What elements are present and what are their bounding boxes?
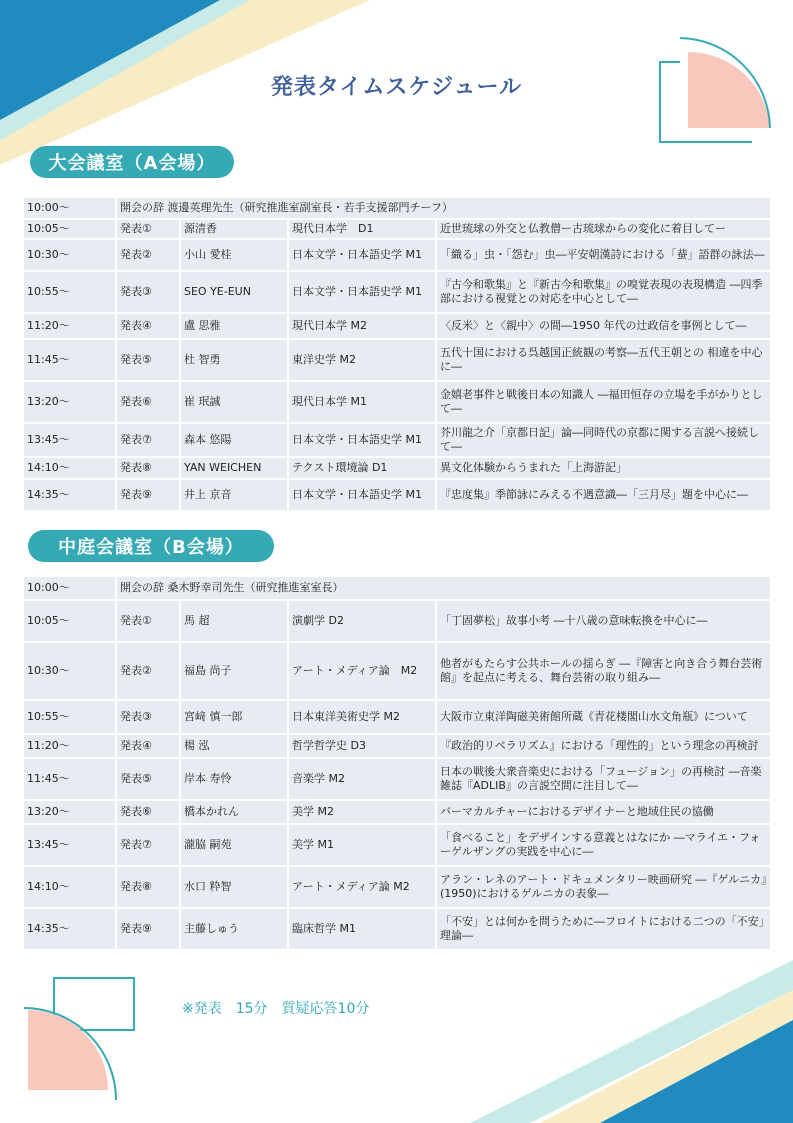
presentation-label: 発表② bbox=[117, 643, 181, 699]
schedule-table-a bbox=[24, 196, 770, 512]
presentation-title: 日本の戦後大衆音楽史における「フュージョン」の再検討 ―音楽雑誌『ADLIB』の言説空間に注目して― bbox=[437, 759, 770, 799]
presentation-label: 発表⑧ bbox=[117, 458, 181, 478]
presentation-label: 発表③ bbox=[117, 272, 181, 312]
presenter-name: 馬 超 bbox=[181, 601, 289, 641]
table-row bbox=[24, 272, 770, 312]
affiliation: 日本文学・日本語史学 M1 bbox=[289, 272, 437, 312]
table-row bbox=[24, 759, 770, 799]
presenter-name: 小山 愛桂 bbox=[181, 240, 289, 270]
presentation-title: 大阪市立東洋陶磁美術館所蔵《青花楼閣山水文角瓶》について bbox=[437, 701, 770, 733]
page-title: 発表タイムスケジュール bbox=[270, 75, 523, 100]
time-cell: 11:20～ bbox=[24, 735, 117, 757]
presentation-label: 発表⑦ bbox=[117, 825, 181, 865]
presentation-title: 「織る」虫・「怨む」虫―平安朝漢詩における「蛬」語群の詠法― bbox=[437, 240, 770, 270]
time-cell: 11:45～ bbox=[24, 759, 117, 799]
time-cell: 11:20～ bbox=[24, 314, 117, 338]
presentation-label: 発表⑤ bbox=[117, 340, 181, 380]
affiliation: 東洋史学 M2 bbox=[289, 340, 437, 380]
presentation-title: 五代十国における呉越国正統観の考察―五代王朝との 相違を中心に― bbox=[437, 340, 770, 380]
table-row bbox=[24, 220, 770, 238]
room-b-label: 中庭会議室（B会場） bbox=[28, 530, 274, 562]
presentation-label: 発表⑨ bbox=[117, 909, 181, 949]
opening-text: 開会の辞 渡邊英理先生（研究推進室副室長・若手支援部門チーフ） bbox=[117, 198, 770, 218]
presentation-label: 発表④ bbox=[117, 735, 181, 757]
table-row bbox=[24, 867, 770, 907]
presentation-title: アラン・レネのアート・ドキュメンタリー映画研究 ―『ゲルニカ』(1950)におけるゲルニカの表象― bbox=[437, 867, 770, 907]
bottom-left-peach-quarter bbox=[28, 1010, 108, 1090]
presentation-label: 発表⑨ bbox=[117, 480, 181, 510]
affiliation: アート・メディア論 M2 bbox=[289, 643, 437, 699]
presentation-label: 発表① bbox=[117, 601, 181, 641]
presenter-name: 盧 思雅 bbox=[181, 314, 289, 338]
presentation-title: 『政治的リベラリズム』における「理性的」という理念の再検討 bbox=[437, 735, 770, 757]
time-cell: 11:45～ bbox=[24, 340, 117, 380]
opening-row bbox=[24, 577, 770, 599]
presenter-name: 森本 悠陽 bbox=[181, 424, 289, 456]
affiliation: 音楽学 M2 bbox=[289, 759, 437, 799]
time-cell: 14:10～ bbox=[24, 458, 117, 478]
presenter-name: 主藤しゅう bbox=[181, 909, 289, 949]
time-cell: 13:20～ bbox=[24, 801, 117, 823]
time-cell: 13:20～ bbox=[24, 382, 117, 422]
presentation-title: 「不安」とは何かを問うために―フロイトにおける二つの「不安」理論― bbox=[437, 909, 770, 949]
presentation-label: 発表③ bbox=[117, 701, 181, 733]
opening-text: 開会の辞 桑木野幸司先生（研究推進室室長） bbox=[117, 577, 770, 599]
table-row bbox=[24, 909, 770, 949]
presenter-name: 井上 京音 bbox=[181, 480, 289, 510]
presentation-label: 発表⑤ bbox=[117, 759, 181, 799]
time-cell: 13:45～ bbox=[24, 825, 117, 865]
presentation-label: 発表① bbox=[117, 220, 181, 238]
room-a-label: 大会議室（A会場） bbox=[30, 146, 234, 178]
affiliation: 日本文学・日本語史学 M1 bbox=[289, 480, 437, 510]
presenter-name: 杜 智勇 bbox=[181, 340, 289, 380]
affiliation: 現代日本学 D1 bbox=[289, 220, 437, 238]
presentation-title: 他者がもたらす公共ホールの揺らぎ ―『障害と向き合う舞台芸術館』を起点に考える、舞台芸術の取り組み― bbox=[437, 643, 770, 699]
affiliation: 哲学哲学史 D3 bbox=[289, 735, 437, 757]
presentation-label: 発表⑧ bbox=[117, 867, 181, 907]
time-cell: 10:00～ bbox=[24, 577, 117, 599]
presentation-label: 発表⑥ bbox=[117, 801, 181, 823]
presentation-title: 「丁固夢松」故事小考 ―十八歳の意味転換を中心に― bbox=[437, 601, 770, 641]
presentation-label: 発表⑥ bbox=[117, 382, 181, 422]
affiliation: 現代日本学 M1 bbox=[289, 382, 437, 422]
table-row bbox=[24, 240, 770, 270]
affiliation: 日本東洋美術史学 M2 bbox=[289, 701, 437, 733]
opening-row bbox=[24, 198, 770, 218]
affiliation: アート・メディア論 M2 bbox=[289, 867, 437, 907]
presenter-name: 福島 尚子 bbox=[181, 643, 289, 699]
time-cell: 10:05～ bbox=[24, 601, 117, 641]
table-row bbox=[24, 458, 770, 478]
presentation-title: 芥川龍之介「京都日記」論―同時代の京都に関する言説へ接続して― bbox=[437, 424, 770, 456]
affiliation: テクスト環境論 D1 bbox=[289, 458, 437, 478]
table-row bbox=[24, 643, 770, 699]
affiliation: 日本文学・日本語史学 M1 bbox=[289, 240, 437, 270]
affiliation: 演劇学 D2 bbox=[289, 601, 437, 641]
presentation-label: 発表④ bbox=[117, 314, 181, 338]
presentation-title: 金嬉老事件と戦後日本の知識人 ―福田恒存の立場を手がかりとして― bbox=[437, 382, 770, 422]
presenter-name: 楊 泓 bbox=[181, 735, 289, 757]
footer-note: ※発表 15分 質疑応答10分 bbox=[182, 1001, 370, 1017]
time-cell: 10:05～ bbox=[24, 220, 117, 238]
affiliation: 美学 M1 bbox=[289, 825, 437, 865]
time-cell: 10:30～ bbox=[24, 240, 117, 270]
presenter-name: 岸本 寿怜 bbox=[181, 759, 289, 799]
table-row bbox=[24, 424, 770, 456]
presenter-name: 瀧脇 嗣苑 bbox=[181, 825, 289, 865]
presenter-name: SEO YE-EUN bbox=[181, 272, 289, 312]
presenter-name: 宮﨑 慎一郎 bbox=[181, 701, 289, 733]
time-cell: 10:55～ bbox=[24, 272, 117, 312]
time-cell: 13:45～ bbox=[24, 424, 117, 456]
time-cell: 10:00～ bbox=[24, 198, 117, 218]
presentation-label: 発表⑦ bbox=[117, 424, 181, 456]
table-row bbox=[24, 735, 770, 757]
schedule-table-b bbox=[24, 575, 770, 951]
time-cell: 14:35～ bbox=[24, 480, 117, 510]
table-row bbox=[24, 480, 770, 510]
presentation-title: 『古今和歌集』と『新古今和歌集』の嗅覚表現の表現構造 ―四季部における視覚との対応を中心として― bbox=[437, 272, 770, 312]
presentation-label: 発表② bbox=[117, 240, 181, 270]
affiliation: 日本文学・日本語史学 M1 bbox=[289, 424, 437, 456]
presentation-title: バーマカルチャーにおけるデザイナーと地域住民の協働 bbox=[437, 801, 770, 823]
presentation-title: 異文化体験からうまれた「上海游記」 bbox=[437, 458, 770, 478]
presentation-title: 『忠度集』季節詠にみえる不遇意識―「三月尽」題を中心に― bbox=[437, 480, 770, 510]
table-row bbox=[24, 825, 770, 865]
affiliation: 現代日本学 M2 bbox=[289, 314, 437, 338]
affiliation: 臨床哲学 M1 bbox=[289, 909, 437, 949]
table-row bbox=[24, 701, 770, 733]
affiliation: 美学 M2 bbox=[289, 801, 437, 823]
time-cell: 10:55～ bbox=[24, 701, 117, 733]
table-row bbox=[24, 314, 770, 338]
table-row bbox=[24, 801, 770, 823]
presentation-title: 近世琉球の外交と仏教僧ー古琉球からの変化に着目してー bbox=[437, 220, 770, 238]
table-row bbox=[24, 601, 770, 641]
table-row bbox=[24, 340, 770, 380]
presenter-name: 水口 粋智 bbox=[181, 867, 289, 907]
presentation-title: 「食べること」をデザインする意義とはなにか ―マライエ・フォーゲルザングの実践を中心に― bbox=[437, 825, 770, 865]
presentation-title: 〈反米〉と〈親中〉の間―1950 年代の辻政信を事例として― bbox=[437, 314, 770, 338]
presenter-name: 源清香 bbox=[181, 220, 289, 238]
time-cell: 10:30～ bbox=[24, 643, 117, 699]
presenter-name: 崔 珉誠 bbox=[181, 382, 289, 422]
presenter-name: YAN WEICHEN bbox=[181, 458, 289, 478]
time-cell: 14:35～ bbox=[24, 909, 117, 949]
presenter-name: 橋本かれん bbox=[181, 801, 289, 823]
time-cell: 14:10～ bbox=[24, 867, 117, 907]
table-row bbox=[24, 382, 770, 422]
